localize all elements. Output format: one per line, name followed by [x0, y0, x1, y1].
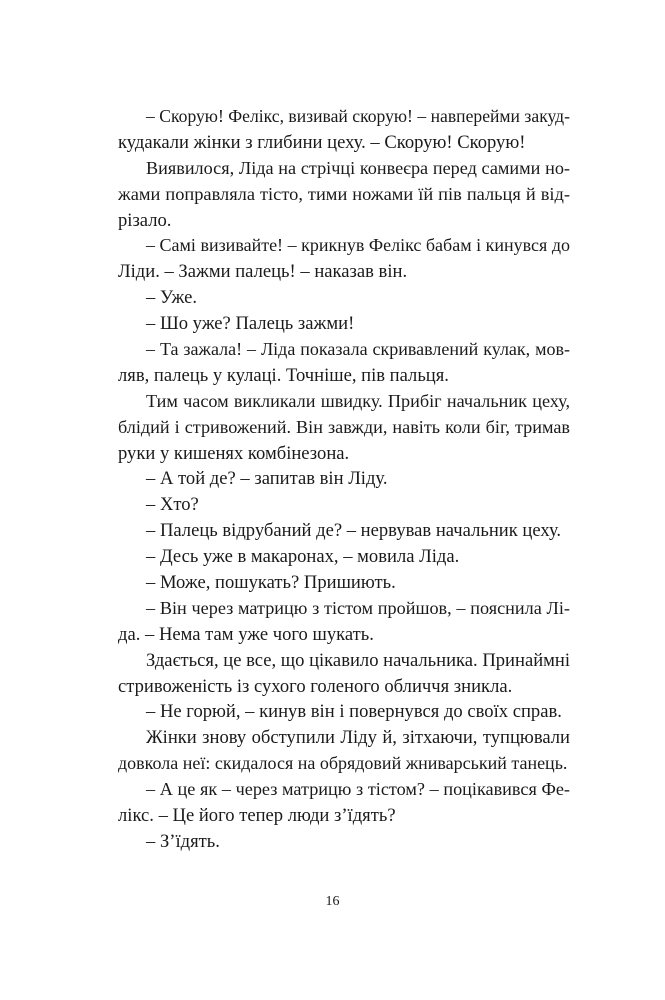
- text-line: – Не горюй, – кинув він і повернувся до своїх справ.: [146, 701, 562, 723]
- text-line: Здається, це все, що цікавило начальника. Принаймні: [146, 649, 571, 671]
- text-line: руки у кишенях комбінезона.: [118, 442, 350, 464]
- text-line: – Уже.: [146, 287, 197, 309]
- text-line: – А той де? – запитав він Ліду.: [146, 468, 388, 490]
- text-line: да. – Нема там уже чого шукать.: [118, 623, 374, 645]
- text-line: довкола неї: скидалося на обрядовий жниварський танець.: [118, 753, 568, 774]
- text-line: стривоженість із сухого голеного обличчя зникла.: [118, 675, 513, 697]
- text-line: – Може, пошукать? Пришиють.: [146, 572, 396, 594]
- text-line: – Шо уже? Палець зажми!: [146, 313, 355, 335]
- page-body-text: [118, 104, 570, 855]
- text-line: – З’їдять.: [146, 830, 220, 852]
- text-line: різало.: [118, 209, 172, 231]
- text-line: Виявилося, Ліда на стрічці конвеєра перед самими но-: [146, 157, 570, 178]
- page-number: 16: [325, 894, 340, 909]
- text-line: Ліди. – Зажми палець! – наказав він.: [118, 261, 408, 283]
- text-line: – Палець відрубаний де? – нервував начальник цеху.: [146, 520, 562, 542]
- text-line: Жінки знову обступили Ліду й, зітхаючи, тупцювали: [146, 727, 570, 749]
- text-line: Тим часом викликали швидку. Прибіг начальник цеху,: [146, 390, 570, 411]
- text-line: – Скорую! Фелікс, визивай скорую! – навперейми закуд-: [146, 106, 570, 126]
- text-line: ляв, палець у кулаці. Точніше, пів пальця.: [118, 364, 449, 386]
- text-line: – Він через матрицю з тістом пройшов, – пояснила Лі-: [146, 597, 570, 618]
- text-line: кудакали жінки з глибини цеху. – Скорую! Скорую!: [118, 131, 526, 153]
- text-line: – А це як – через матрицю з тістом? – поцікавився Фе-: [146, 779, 570, 800]
- text-line: лікс. – Це його тепер люди з’їдять?: [118, 805, 396, 827]
- text-line: – Та зажала! – Ліда показала скривавлений кулак, мов-: [146, 339, 570, 360]
- text-line: – Самі визивайте! – крикнув Фелікс бабам і кинувся до: [146, 235, 570, 256]
- text-line: – Десь уже в макаронах, – мовила Ліда.: [146, 546, 460, 568]
- text-line: жами поправляла тісто, тими ножами їй пів пальця й від-: [118, 183, 570, 204]
- text-line: – Хто?: [146, 494, 199, 516]
- text-line: блідий і стривожений. Він завжди, навіть коли біг, тримав: [118, 416, 570, 437]
